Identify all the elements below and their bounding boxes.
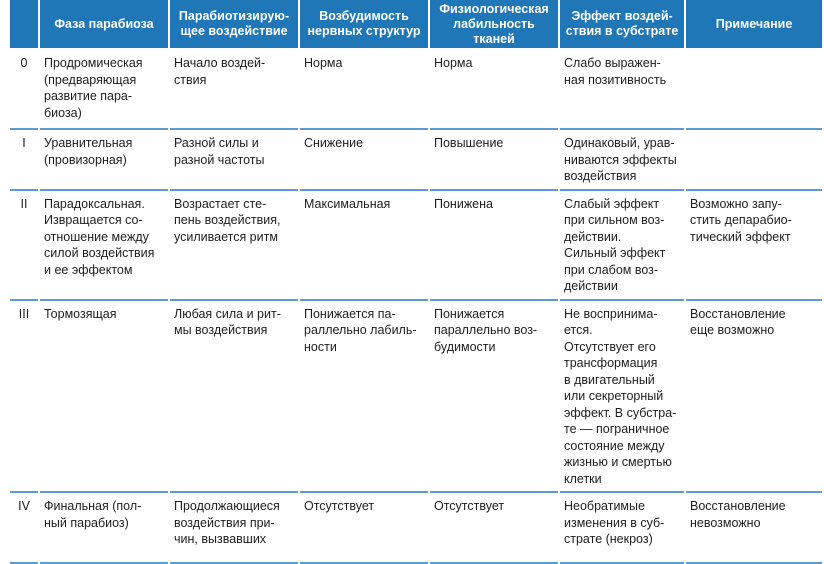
table-row [10, 130, 822, 191]
cell-note: Восстановление еще возможно [686, 301, 822, 494]
cell-lability: Понижена [430, 191, 558, 301]
cell-number: II [10, 191, 38, 301]
cell-number: III [10, 301, 38, 494]
cell-lability: Норма [430, 50, 558, 130]
cell-number: IV [10, 493, 38, 564]
cell-phase: Финальная (пол- ный парабиоз) [40, 493, 168, 564]
cell-effect: Необратимые изменения в суб- страте (некроз) [560, 493, 684, 564]
header-lability: Физиологическая лабильность тканей [430, 0, 558, 50]
cell-note [686, 50, 822, 130]
cell-phase: Уравнительная (провизорная) [40, 130, 168, 191]
cell-note [686, 130, 822, 191]
cell-note: Восстановление невозможно [686, 493, 822, 564]
table-row [10, 50, 822, 130]
cell-phase: Парадоксальная. Извращается со- отношение между силой воздействия и ее эффектом [40, 191, 168, 301]
cell-lability: Повышение [430, 130, 558, 191]
cell-effect: Одинаковый, урав- ниваются эффекты воздействия [560, 130, 684, 191]
table-row [10, 493, 822, 564]
cell-lability: Понижается параллельно воз- будимости [430, 301, 558, 494]
cell-effect: Не воспринима- ется. Отсутствует его трансформация в двигательный или секреторный эффект. В субстра- те — пограничное состояние между жизнью и смертью клетки [560, 301, 684, 494]
cell-impact: Возрастает сте- пень воздействия, усиливается ритм [170, 191, 298, 301]
cell-impact: Начало воздей- ствия [170, 50, 298, 130]
cell-excitability: Понижается па- раллельно лабиль- ности [300, 301, 428, 494]
cell-excitability: Отсутствует [300, 493, 428, 564]
cell-excitability: Норма [300, 50, 428, 130]
header-note: Примечание [686, 0, 822, 50]
header-row [10, 0, 822, 50]
cell-phase: Продромическая (предваряющая развитие пара- биоза) [40, 50, 168, 130]
cell-effect: Слабый эффект при сильном воз- действии. Сильный эффект при слабом воз- действии [560, 191, 684, 301]
cell-excitability: Снижение [300, 130, 428, 191]
header-excitability: Возбудимость нервных структур [300, 0, 428, 50]
cell-phase: Тормозящая [40, 301, 168, 494]
cell-impact: Любая сила и рит- мы воздействия [170, 301, 298, 494]
table-row [10, 301, 822, 494]
cell-effect: Слабо выражен- ная позитивность [560, 50, 684, 130]
table-row [10, 191, 822, 301]
header-phase: Фаза парабиоза [40, 0, 168, 50]
cell-number: 0 [10, 50, 38, 130]
cell-note: Возможно запу- стить депарабио- тический эффект [686, 191, 822, 301]
cell-lability: Отсутствует [430, 493, 558, 564]
parabiosis-phases-table [8, 0, 824, 564]
header-effect: Эффект воздей- ствия в субстрате [560, 0, 684, 50]
header-impact: Парабиотизирую- щее воздействие [170, 0, 298, 50]
cell-impact: Продолжающиеся воздействия при- чин, вызвавших [170, 493, 298, 564]
cell-number: I [10, 130, 38, 191]
cell-excitability: Максимальная [300, 191, 428, 301]
cell-impact: Разной силы и разной частоты [170, 130, 298, 191]
header-number [10, 0, 38, 50]
